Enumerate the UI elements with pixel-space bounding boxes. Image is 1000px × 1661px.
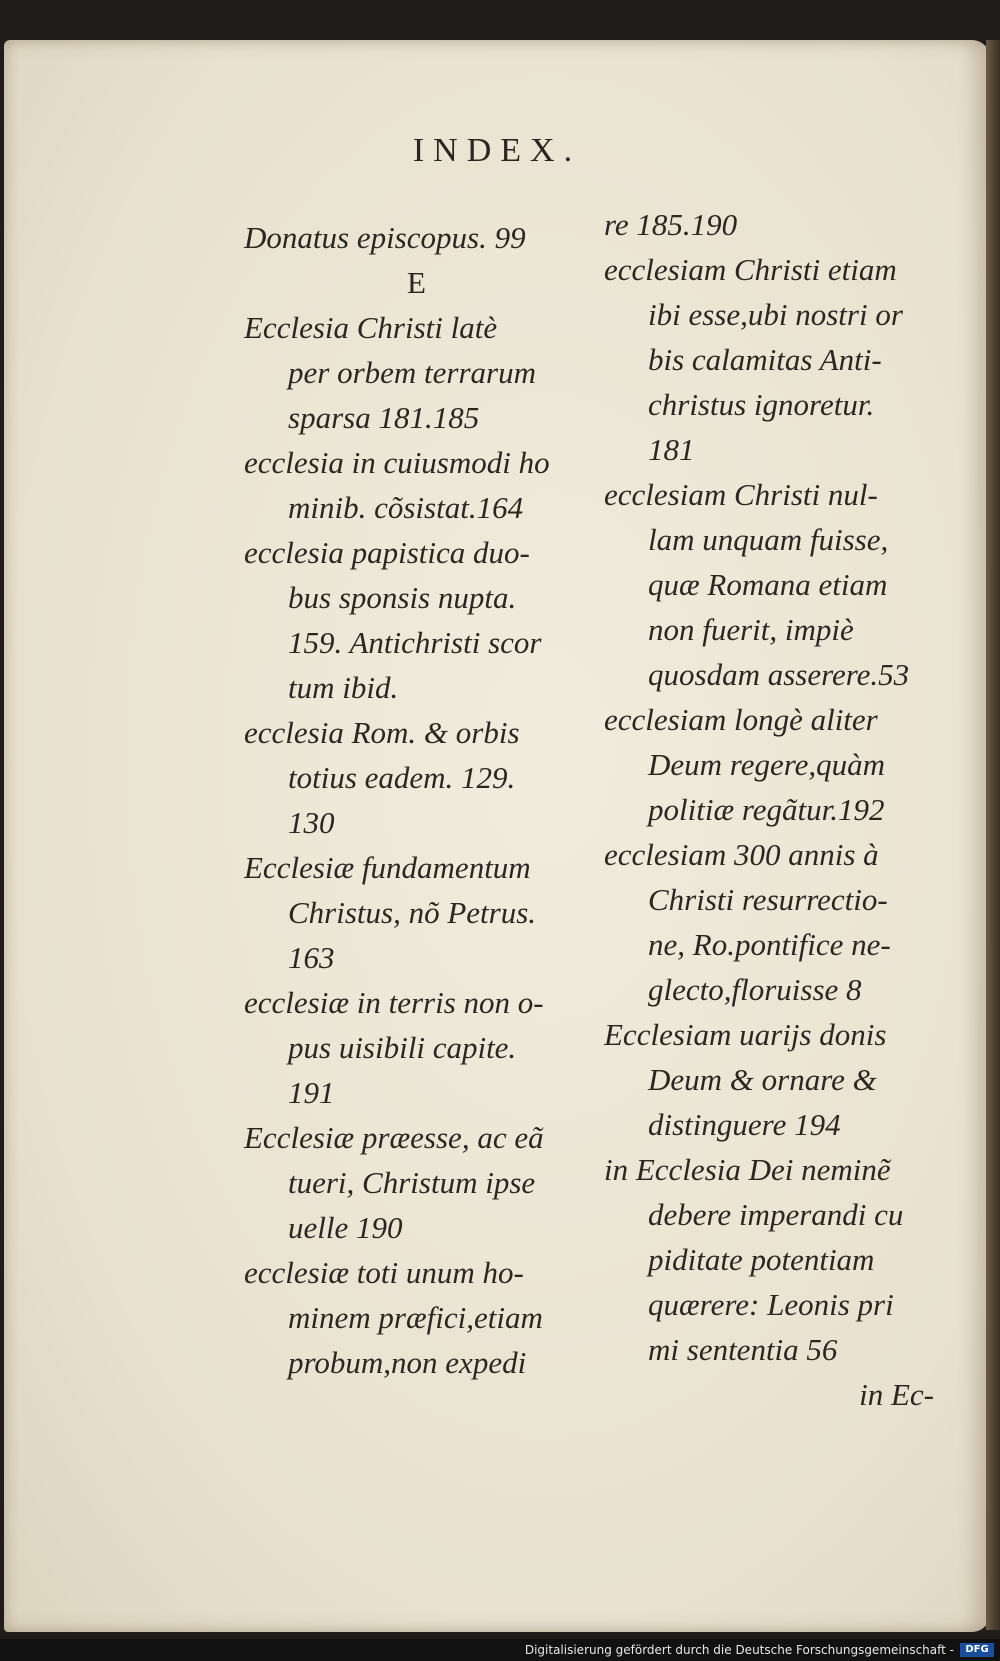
index-line: tueri, Christum ipse — [288, 1165, 536, 1200]
index-line: 130 — [288, 805, 335, 840]
index-line: ecclesiam Christi nul- — [604, 477, 878, 512]
index-line: mi sententia 56 — [648, 1332, 838, 1367]
index-line: quæ Romana etiam — [648, 567, 888, 602]
index-line: bus sponsis nupta. — [288, 580, 517, 615]
index-line: Donatus episcopus. 99 — [244, 220, 526, 255]
index-line: ecclesiæ toti unum ho- — [244, 1255, 524, 1290]
index-line: Ecclesiam uarijs donis — [604, 1017, 887, 1052]
index-line: minem præfici,etiam — [288, 1300, 543, 1335]
index-line: quærere: Leonis pri — [648, 1287, 894, 1322]
index-line: politiæ regãtur.192 — [648, 792, 885, 827]
index-line: ecclesiam Christi etiam — [604, 252, 897, 287]
running-head: INDEX. — [412, 132, 582, 169]
index-line: per orbem terrarum — [288, 355, 536, 390]
index-line: glecto,floruisse 8 — [648, 972, 862, 1007]
index-line: 181 — [648, 432, 695, 467]
index-line: distinguere 194 — [648, 1107, 841, 1142]
index-line: piditate potentiam — [648, 1242, 875, 1277]
index-line: ne, Ro.pontifice ne- — [648, 927, 891, 962]
index-line: bis calamitas Anti- — [648, 342, 882, 377]
index-line: non fuerit, impiè — [648, 612, 854, 647]
index-column-right — [604, 202, 934, 1417]
index-line: 163 — [288, 940, 335, 975]
digitization-footer — [0, 1639, 1000, 1661]
index-line: in Ecclesia Dei neminẽ — [604, 1152, 891, 1187]
index-line: ecclesia papistica duo- — [244, 535, 530, 570]
index-column-left — [244, 215, 589, 1385]
index-line: quosdam asserere.53 — [648, 657, 910, 692]
index-line: totius eadem. 129. — [288, 760, 516, 795]
page-edge — [986, 40, 1000, 1630]
index-line: Ecclesiæ præesse, ac eã — [244, 1120, 544, 1155]
index-line: ecclesia in cuiusmodi ho — [244, 445, 550, 480]
index-line: ecclesiam longè aliter — [604, 702, 878, 737]
index-line: ecclesiæ in terris non o- — [244, 985, 544, 1020]
book-page — [4, 40, 990, 1632]
footer-credit: Digitalisierung gefördert durch die Deutsche Forschungsgemeinschaft - — [524, 1643, 954, 1657]
index-line: re 185.190 — [604, 207, 738, 242]
index-line: Deum & ornare & — [648, 1062, 877, 1097]
index-line: probum,non expedi — [288, 1345, 527, 1380]
index-line: Christi resurrectio- — [648, 882, 888, 917]
index-line: 159. Antichristi scor — [288, 625, 542, 660]
index-line: E — [407, 265, 426, 300]
index-line: uelle 190 — [288, 1210, 403, 1245]
catchword: in Ec- — [859, 1377, 934, 1412]
index-line: Ecclesia Christi latè — [244, 310, 498, 345]
index-line: minib. cõsistat.164 — [288, 490, 524, 525]
index-line: lam unquam fuisse, — [648, 522, 889, 557]
index-line: debere imperandi cu — [648, 1197, 904, 1232]
dfg-logo: DFG — [960, 1643, 994, 1657]
index-line: christus ignoretur. — [648, 387, 875, 422]
index-line: sparsa 181.185 — [288, 400, 480, 435]
index-line: Ecclesiæ fundamentum — [244, 850, 531, 885]
index-line: Deum regere,quàm — [648, 747, 886, 782]
index-line: ibi esse,ubi nostri or — [648, 297, 903, 332]
index-line: Christus, nõ Petrus. — [288, 895, 537, 930]
index-line: tum ibid. — [288, 670, 399, 705]
index-line: ecclesiam 300 annis à — [604, 837, 879, 872]
index-line: 191 — [288, 1075, 335, 1110]
index-line: pus uisibili capite. — [288, 1030, 517, 1065]
index-line: ecclesia Rom. & orbis — [244, 715, 520, 750]
